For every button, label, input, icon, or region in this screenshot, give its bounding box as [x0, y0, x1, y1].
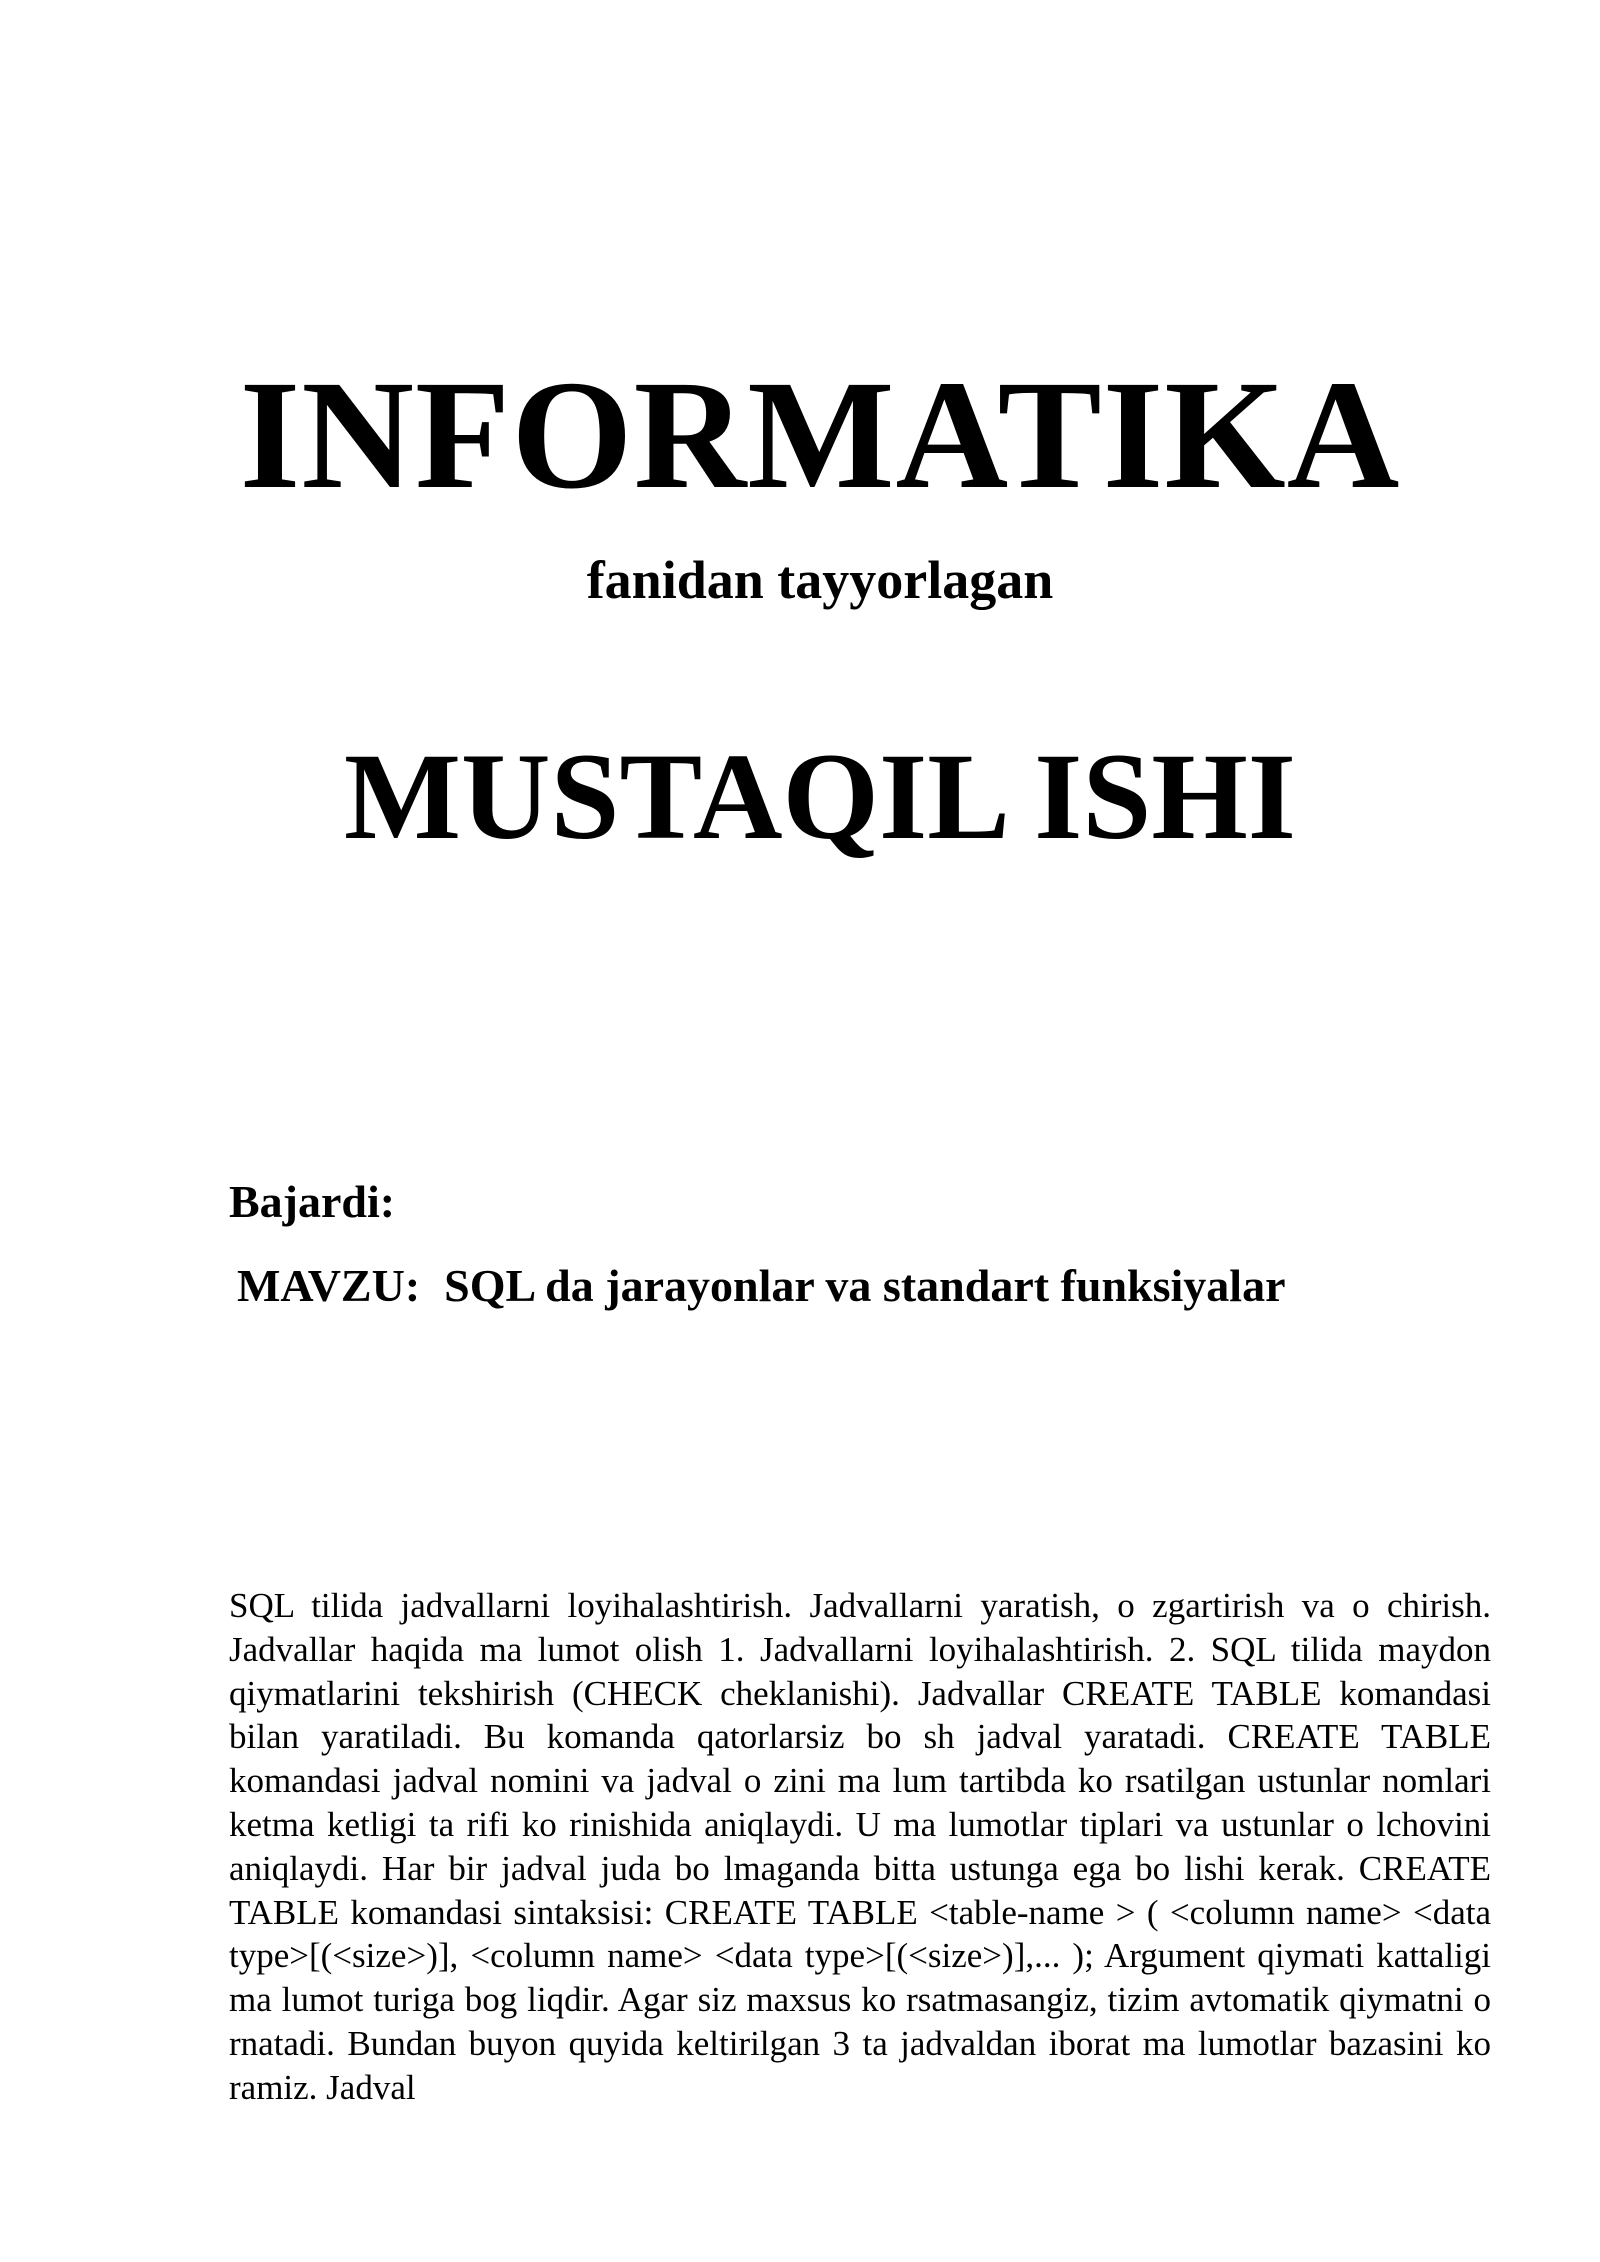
topic-label: MAVZU: — [237, 1260, 421, 1311]
performer-label: Bajardi: — [229, 1176, 396, 1227]
work-type-heading: MUSTAQIL ISHI — [343, 728, 1297, 865]
document-subtitle: fanidan tayyorlagan — [586, 550, 1054, 610]
topic-text: SQL da jarayonlar va standart funksiyalar — [444, 1260, 1286, 1311]
body-paragraph: SQL tilida jadvallarni loyihalashtirish. Jadvallarni yaratish, o zgartirish va o chirish. Jadvallar haqida ma lumot olish 1. Jadvallarni loyihalashtirish. 2. SQL tilida maydon qiymatlarini tekshirish (CHECK cheklanishi). Jadvallar CREATE TABLE komandasi bilan yaratiladi. Bu komanda qatorlarsiz bo sh jadval yaratadi. CREATE TABLE komandasi jadval nomini va jadval o zini ma lum tartibda ko rsatilgan ustunlar nomlari ketma ketligi ta rifi ko rinishida aniqlaydi. U ma lumotlar tiplari va ustunlar o lchovini aniqlaydi. Har bir jadval juda bo lmaganda bitta ustunga ega bo lishi kerak. CREATE TABLE komandasi sintaksisi: CREATE TABLE <table-name > ( <column name> <data type>[(<size>)], <column name> <data type>[(<size>)],... ); Argument qiymati kattaligi ma lumot turiga bog liqdir. Agar siz maxsus ko rsatmasangiz, tizim avtomatik qiymatni o rnatadi. Bundan buyon quyida keltirilgan 3 ta jadvaldan iborat ma lumotlar bazasini ko ramiz. Jadval — [229, 1586, 1491, 2107]
document-title: INFORMATIKA — [239, 348, 1401, 521]
topic-line — [237, 1256, 1286, 1316]
